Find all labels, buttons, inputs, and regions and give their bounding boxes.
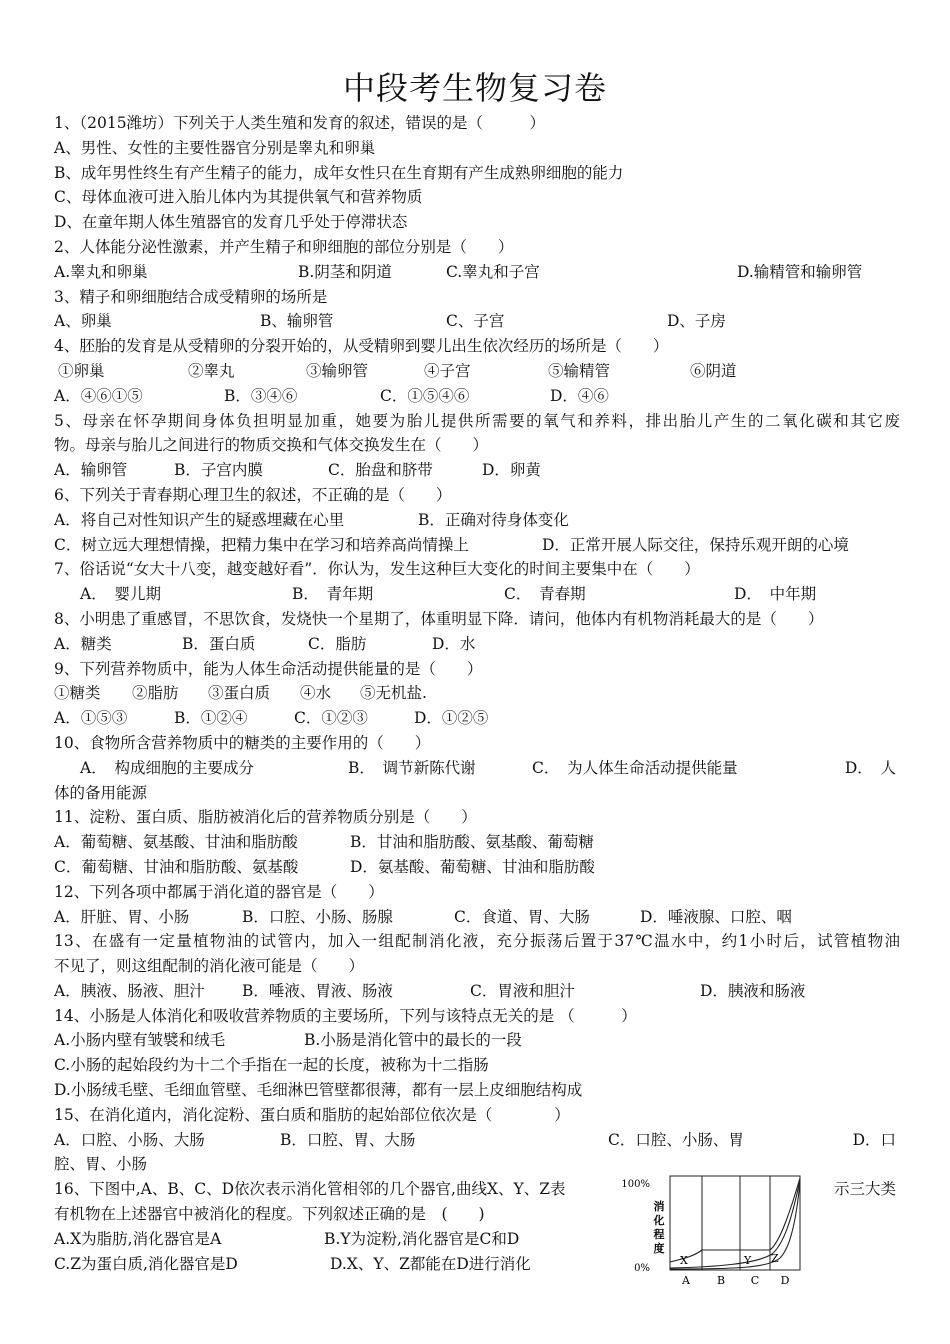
q16-stem-cont: 有机物在上述器官中被消化的程度。下列叙述正确的是 ( ) bbox=[54, 1205, 485, 1224]
q11-options-ab bbox=[54, 830, 900, 855]
q15-option-b: B．口腔、胃、大肠 bbox=[280, 1130, 416, 1149]
q3-option-b: B、输卵管 bbox=[260, 312, 334, 331]
q13-option-a: A．胰液、肠液、胆汁 bbox=[54, 981, 205, 1000]
q15-option-c: C．口腔、小肠、胃 bbox=[608, 1130, 744, 1149]
q9-item: ①糖类 bbox=[54, 684, 101, 703]
curve-label: X bbox=[680, 1254, 688, 1267]
q3-option-c: C、子宫 bbox=[446, 312, 505, 331]
figure-frame bbox=[670, 1176, 800, 1270]
q6-stem: 6、下列关于青春期心理卫生的叙述，不正确的是（ ） bbox=[54, 485, 452, 504]
q11-option-d: D．氨基酸、葡萄糖、甘油和脂肪酸 bbox=[350, 857, 595, 876]
q12-option-d: D．唾液腺、口腔、咽 bbox=[640, 907, 792, 926]
q6-options-ab bbox=[54, 508, 900, 533]
q4-option-c: C．①⑤④⑥ bbox=[380, 386, 470, 405]
q11-option-c: C．葡萄糖、甘油和脂肪酸、氨基酸 bbox=[54, 857, 299, 876]
q13-option-d: D．胰液和肠液 bbox=[700, 981, 806, 1000]
q15-stem: 15、在消化道内，消化淀粉、蛋白质和脂肪的起始部位依次是（ ） bbox=[54, 1105, 570, 1124]
q9-item: ②脂肪 bbox=[132, 684, 179, 703]
q4-item: ④子宫 bbox=[424, 361, 471, 380]
q10-option-b: B． 调节新陈代谢 bbox=[348, 758, 476, 777]
q10-stem: 10、食物所含营养物质中的糖类的主要作用的（ ） bbox=[54, 733, 431, 752]
q7-option-d: D． 中年期 bbox=[734, 585, 817, 604]
q16-option-c: C.Z为蛋白质,消化器官是D bbox=[54, 1254, 238, 1273]
curve-x bbox=[670, 1178, 800, 1262]
q3-option-a: A、卵巢 bbox=[54, 312, 112, 331]
q9-option-d: D．①②⑤ bbox=[414, 709, 489, 728]
q14-options-ab bbox=[54, 1028, 900, 1053]
q8-options bbox=[54, 632, 900, 657]
q7-option-b: B． 青年期 bbox=[292, 585, 374, 604]
q6-option-c: C．树立远大理想情操，把精力集中在学习和培养高尚情操上 bbox=[54, 535, 469, 554]
q3-option-d: D、子房 bbox=[667, 312, 726, 331]
q9-item: ③蛋白质 bbox=[208, 684, 271, 703]
q6-option-a: A．将自己对性知识产生的疑惑埋藏在心里 bbox=[54, 510, 345, 529]
q4-option-a: A．④⑥①⑤ bbox=[54, 386, 143, 405]
figure-ylabel-char: 度 bbox=[653, 1242, 665, 1255]
q15-option-d-cont: 腔、胃、小肠 bbox=[54, 1155, 148, 1174]
figure-ytop-label: 100% bbox=[621, 1179, 650, 1190]
q5-stem: 5、母亲在怀孕期间身体负担明显加重，她要为胎儿提供所需要的氧气和养料，排出胎儿产生的二氧化碳和其它废 bbox=[54, 411, 900, 430]
q2-option-d: D.输精管和输卵管 bbox=[737, 262, 863, 281]
q1-option-a: A、男性、女性的主要性器官分别是睾丸和卵巢 bbox=[54, 138, 376, 157]
q11-option-a: A．葡萄糖、氨基酸、甘油和脂肪酸 bbox=[54, 833, 298, 852]
q13-stem-cont: 不见了，则这组配制的消化液可能是（ ） bbox=[54, 957, 365, 976]
q9-item: ⑤无机盐. bbox=[360, 684, 427, 703]
q5-stem-cont: 物。母亲与胎儿之间进行的物质交换和气体交换发生在（ ） bbox=[54, 436, 489, 455]
q4-option-d: D．④⑥ bbox=[550, 386, 609, 405]
q14-option-a: A.小肠内壁有皱襞和绒毛 bbox=[54, 1031, 226, 1050]
q12-stem: 12、下列各项中都属于消化道的器官是（ ） bbox=[54, 882, 384, 901]
q5-option-a: A．输卵管 bbox=[54, 461, 128, 480]
q6-option-b: B．正确对待身体变化 bbox=[418, 510, 569, 529]
q16-stem-left: 16、下图中,A、B、C、D依次表示消化管相邻的几个器官,曲线X、Y、Z表 bbox=[54, 1180, 566, 1199]
digestion-figure bbox=[596, 1172, 808, 1294]
page-title: 中段考生物复习卷 bbox=[342, 69, 607, 107]
q12-option-a: A．肝脏、胃、小肠 bbox=[54, 907, 190, 926]
q4-items bbox=[54, 359, 900, 384]
q9-option-a: A．①⑤③ bbox=[54, 709, 128, 728]
q2-option-a: A.睾丸和卵巢 bbox=[54, 262, 148, 281]
q12-options bbox=[54, 905, 900, 930]
q10-option-d-cont: 体的备用能源 bbox=[54, 783, 148, 802]
q11-options-cd bbox=[54, 855, 900, 880]
q15-option-a: A．口腔、小肠、大肠 bbox=[54, 1130, 205, 1149]
q5-option-d: D．卵黄 bbox=[482, 461, 541, 480]
curve-label: Z bbox=[771, 1252, 779, 1265]
q6-option-d: D．正常开展人际交往，保持乐观开朗的心境 bbox=[542, 535, 849, 554]
q12-option-c: C．食道、胃、大肠 bbox=[454, 907, 590, 926]
q4-item: ③输卵管 bbox=[306, 361, 369, 380]
q1-stem: 1、（2015潍坊）下列关于人类生殖和发育的叙述，错误的是（ ） bbox=[54, 114, 546, 132]
curve-z bbox=[670, 1182, 800, 1269]
q1-option-b: B、成年男性终生有产生精子的能力，成年女性只在生育期有产生成熟卵细胞的能力 bbox=[54, 163, 624, 182]
q8-stem: 8、小明患了重感冒，不思饮食，发烧快一个星期了，体重明显下降．请问，他体内有机物消耗最大的是（ ） bbox=[54, 609, 824, 628]
q15-option-d: D．口 bbox=[852, 1130, 896, 1149]
q5-options bbox=[54, 458, 900, 483]
q5-option-b: B．子宫内膜 bbox=[174, 461, 263, 480]
question-list bbox=[54, 111, 900, 1276]
digestion-chart bbox=[596, 1172, 808, 1294]
q1-option-c: C、母体血液可进入胎儿体内为其提供氧气和营养物质 bbox=[54, 188, 423, 207]
q3-stem: 3、精子和卵细胞结合成受精卵的场所是 bbox=[54, 287, 328, 306]
q11-option-b: B．甘油和脂肪酸、氨基酸、葡萄糖 bbox=[350, 833, 594, 852]
figure-ybottom-label: 0% bbox=[634, 1263, 650, 1274]
figure-ylabel-char: 消 bbox=[653, 1200, 665, 1213]
q9-options bbox=[54, 706, 900, 731]
q2-options bbox=[54, 260, 900, 285]
q7-stem: 7、俗话说“女大十八变，越变越好看”．你认为，发生这种巨大变化的时间主要集中在（ ） bbox=[54, 560, 700, 579]
q4-stem: 4、胚胎的发育是从受精卵的分裂开始的，从受精卵到婴儿出生依次经历的场所是（ ） bbox=[54, 337, 669, 356]
q14-stem: 14、小肠是人体消化和吸收营养物质的主要场所，下列与该特点无关的是 （ ） bbox=[54, 1006, 637, 1025]
q9-option-b: B．①②④ bbox=[174, 709, 248, 728]
q3-options bbox=[54, 309, 900, 334]
q8-option-d: D．水 bbox=[432, 634, 476, 653]
q6-options-cd bbox=[54, 533, 900, 558]
q9-item: ④水 bbox=[300, 684, 332, 703]
q14-option-b: B.小肠是消化管中的最长的一段 bbox=[304, 1031, 522, 1050]
q8-option-a: A．糖类 bbox=[54, 634, 112, 653]
q1-option-d: D、在童年期人体生殖器官的发育几乎处于停滞状态 bbox=[54, 213, 408, 232]
q10-option-c: C． 为人体生命活动提供能量 bbox=[532, 758, 738, 777]
q10-options bbox=[54, 756, 900, 781]
q13-option-b: B．唾液、胃液、肠液 bbox=[242, 981, 393, 1000]
q16-stem-right: 示三大类 bbox=[833, 1180, 896, 1199]
curve-y bbox=[670, 1180, 800, 1268]
organ-label: C bbox=[750, 1274, 760, 1287]
q2-option-b: B.阴茎和阴道 bbox=[298, 262, 392, 281]
q4-item: ②睾丸 bbox=[188, 361, 235, 380]
q4-options bbox=[54, 384, 900, 409]
organ-label: B bbox=[716, 1274, 726, 1287]
q11-stem: 11、淀粉、蛋白质、脂肪被消化后的营养物质分别是（ ） bbox=[54, 808, 477, 827]
q7-option-c: C． 青春期 bbox=[504, 585, 586, 604]
organ-label: D bbox=[780, 1274, 790, 1287]
q9-items bbox=[54, 681, 900, 706]
q7-options bbox=[54, 582, 900, 607]
q9-stem: 9、下列营养物质中，能为人体生命活动提供能量的是（ ） bbox=[54, 659, 483, 678]
q4-item: ⑥阴道 bbox=[690, 361, 737, 380]
q15-options bbox=[54, 1128, 900, 1153]
q4-item: ①卵巢 bbox=[58, 361, 105, 380]
q10-option-a: A． 构成细胞的主要成分 bbox=[80, 758, 254, 777]
q9-option-c: C．①②③ bbox=[294, 709, 368, 728]
organ-label: A bbox=[682, 1274, 690, 1287]
q4-option-b: B．③④⑥ bbox=[224, 386, 298, 405]
q12-option-b: B．口腔、小肠、肠腺 bbox=[242, 907, 393, 926]
q13-option-c: C．胃液和胆汁 bbox=[470, 981, 575, 1000]
q2-option-c: C.睾丸和子宫 bbox=[446, 262, 540, 281]
curve-label: Y bbox=[744, 1254, 752, 1267]
q2-stem: 2、人体能分泌性激素，并产生精子和卵细胞的部位分别是（ ） bbox=[54, 237, 514, 256]
q16-option-d: D.X、Y、Z都能在D进行消化 bbox=[330, 1254, 531, 1273]
q4-item: ⑤输精管 bbox=[548, 361, 611, 380]
q16-option-b: B.Y为淀粉,消化器官是C和D bbox=[324, 1229, 520, 1248]
q14-option-c: C.小肠的起始段约为十二个手指在一起的长度，被称为十二指肠 bbox=[54, 1056, 489, 1075]
figure-ylabel-char: 程 bbox=[653, 1228, 665, 1241]
q8-option-b: B．蛋白质 bbox=[182, 634, 256, 653]
q8-option-c: C．脂肪 bbox=[308, 634, 367, 653]
q13-stem: 13、在盛有一定量植物油的试管内，加入一组配制消化液，充分振荡后置于37℃温水中，约1小时后，试管植物油 bbox=[54, 932, 900, 951]
q10-option-d: D． 人 bbox=[844, 758, 896, 777]
figure-ylabel-char: 化 bbox=[653, 1214, 665, 1227]
q5-option-c: C．胎盘和脐带 bbox=[328, 461, 433, 480]
q7-option-a: A． 婴儿期 bbox=[80, 585, 161, 604]
q14-option-d: D.小肠绒毛壁、毛细血管壁、毛细淋巴管壁都很薄，都有一层上皮细胞结构成 bbox=[54, 1081, 583, 1100]
q13-options bbox=[54, 979, 900, 1004]
q16-option-a: A.X为脂肪,消化器官是A bbox=[54, 1229, 222, 1248]
